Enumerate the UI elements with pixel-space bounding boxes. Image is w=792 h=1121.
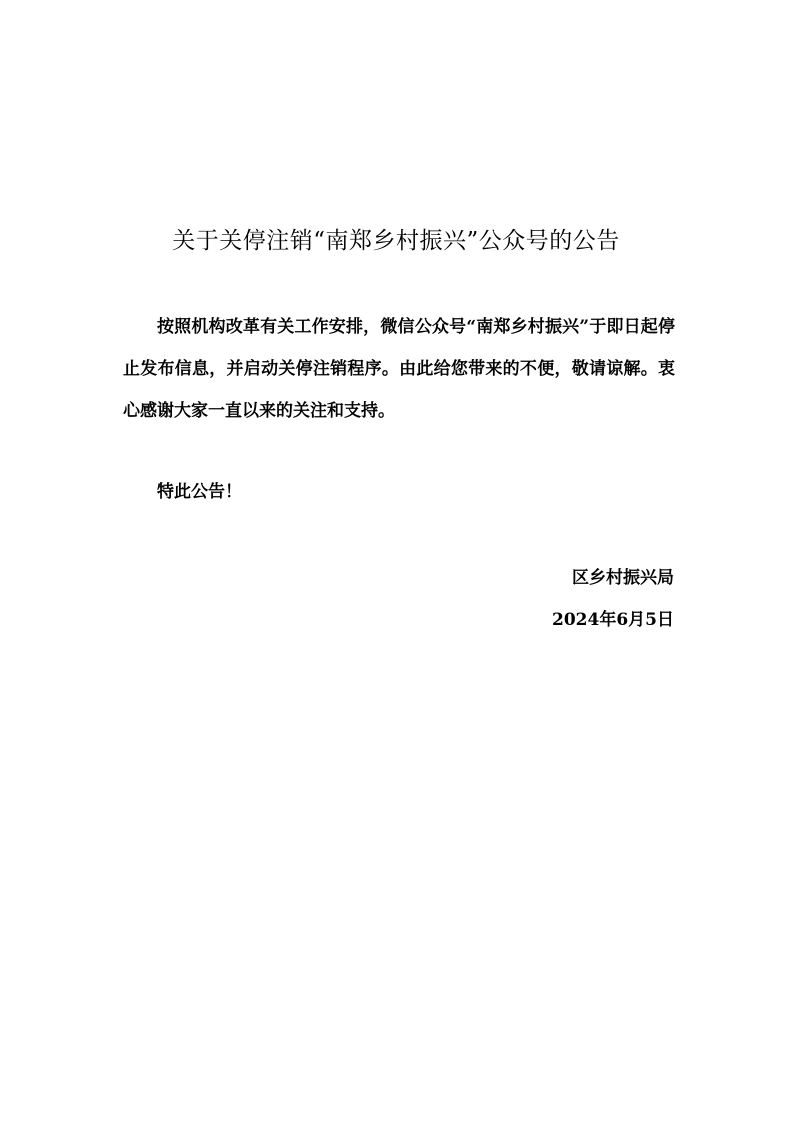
issuing-organization: 区乡村振兴局: [572, 568, 674, 588]
issue-date: 2024年6月5日: [552, 610, 674, 630]
closing-phrase: 特此公告！: [157, 482, 242, 502]
signature-block: [552, 557, 674, 641]
announcement-body: 按照机构改革有关工作安排，微信公众号“南郑乡村振兴”于即日起停止发布信息，并启动关停注销程序。由此给您带来的不便，敬请谅解。衷心感谢大家一直以来的关注和支持。: [123, 317, 675, 421]
document-title: 关于关停注销“南郑乡村振兴”公众号的公告: [172, 228, 620, 254]
